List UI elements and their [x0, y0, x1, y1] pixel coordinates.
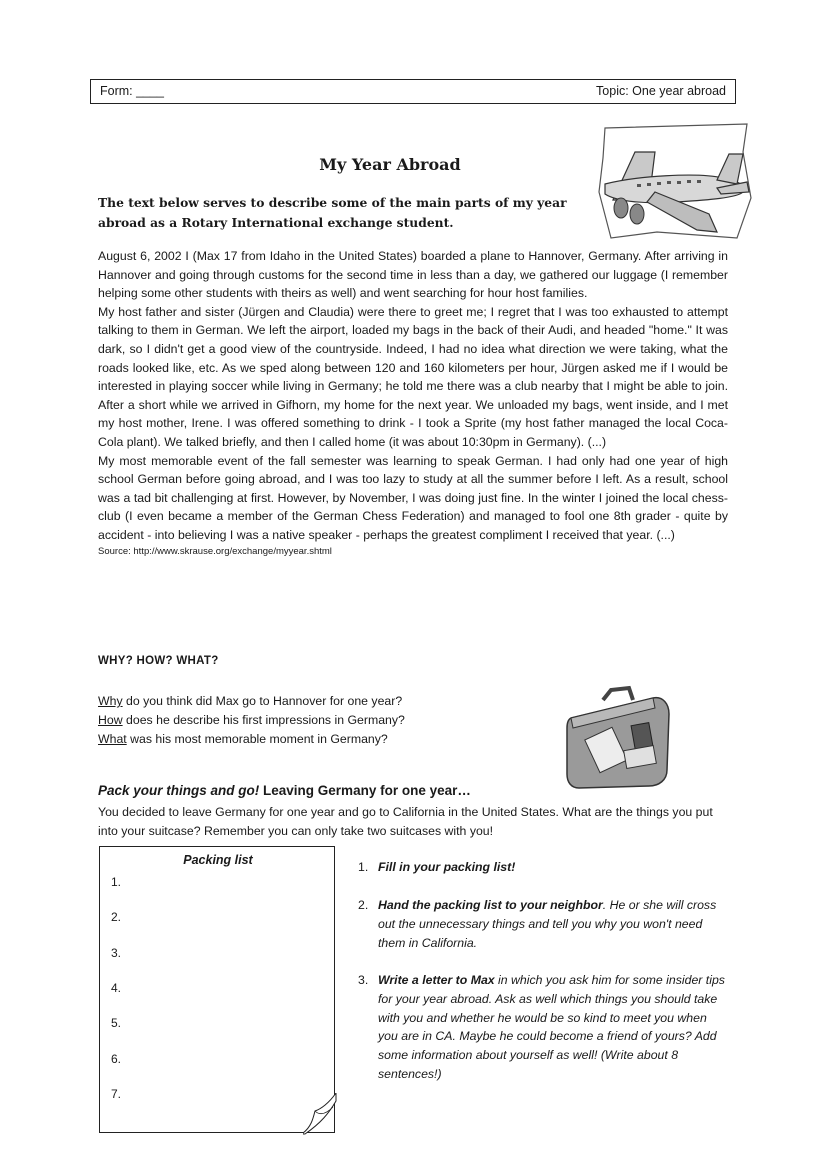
- pack-heading: [98, 783, 471, 798]
- question-what: [98, 730, 405, 749]
- packing-list-number: 1.: [111, 875, 122, 889]
- question-keyword: What: [98, 732, 127, 746]
- airplane-icon: [597, 122, 753, 240]
- question-text: does he describe his first impressions in Germany?: [122, 713, 405, 727]
- packing-list-number: 7.: [111, 1087, 122, 1101]
- packing-list-box: [99, 846, 335, 1133]
- task-bold: Write a letter to Max: [378, 973, 495, 987]
- story-text: [98, 247, 728, 559]
- task-text: in which you ask him for some insider tips for your year abroad. Ask as well which things you should take with you and whether he would be so kind to meet you when you are in CA. Maybe he could become a friend of yours? Add some information about yourself as well! (Write about 8 sentences!): [378, 973, 725, 1081]
- source-line: Source: http://www.skrause.org/exchange/myyear.shtml: [98, 545, 332, 557]
- task-number: 3.: [358, 973, 369, 987]
- task-number: 2.: [358, 898, 369, 912]
- suitcase-icon: [563, 684, 673, 794]
- packing-list-title: Packing list: [183, 853, 253, 867]
- question-keyword: How: [98, 713, 123, 727]
- packing-list-number: 5.: [111, 1016, 122, 1030]
- task-bold: Fill in your packing list!: [378, 860, 516, 874]
- packing-list-number: 2.: [111, 910, 122, 924]
- task-item-2: [358, 896, 728, 952]
- intro-text: The text below serves to describe some of the main parts of my year abroad as a Rotary International exchange student.: [98, 195, 567, 230]
- task-text: . He or she will cross out the unnecessary things and tell you why you won't need them in California.: [378, 898, 717, 950]
- page-title: My Year Abroad: [319, 155, 461, 174]
- topic-label: Topic: One year abroad: [596, 84, 726, 98]
- pack-heading-rest: Leaving Germany for one year…: [259, 783, 471, 798]
- form-label: Form: ____: [100, 84, 164, 98]
- story-paragraph-2: My host father and sister (Jürgen and Claudia) were there to greet me; I regret that I was too exhausted to attempt talking to them in German. We left the airport, loaded my bags in the back of their Audi, and headed "home." It was dark, so I didn't get a good view of the countryside. Indeed, I had no idea what direction we were taking, what the roads looked like, etc. As we sped along between 120 and 160 kilometers per hour, Jürgen asked me if I would be interested in playing soccer while living in Germany; he told me there was a club nearby that I might be able to join. After a short while we arrived in Gifhorn, my home for the next year. We unloaded my bags, went inside, and I met my host mother, Irene. I was offered something to drink - I took a Sprite (my host father managed the local Coca-Cola plant). We talked briefly, and then I called home (it was about 10:30pm in Germany). (...): [98, 304, 728, 449]
- question-text: do you think did Max go to Hannover for one year?: [122, 694, 403, 708]
- why-how-what-heading: WHY? HOW? WHAT?: [98, 655, 219, 667]
- task-bold: Hand the packing list to your neighbor: [378, 898, 603, 912]
- packing-list-number: 3.: [111, 946, 122, 960]
- story-paragraph-1: August 6, 2002 I (Max 17 from Idaho in the United States) boarded a plane to Hannover, Germany. After arriving in Hannover and going through customs for the second time in less than a day, we gathered our luggage (I remember helping some other students with theirs as well) and went searching for hour host families.: [98, 249, 728, 301]
- task-number: 1.: [358, 860, 369, 874]
- packing-list-number: 6.: [111, 1052, 122, 1066]
- story-paragraph-3: My most memorable event of the fall semester was learning to speak German. I had only had one year of high school German before going abroad, and I was too lazy to study at all the summer before I left. As a result, school was a tad bit challenging at first. However, by November, I was doing just fine. In the winter I joined the local chess-club (I even became a member of the German Chess Federation) and managed to fool one 8th grader - quite by accident - into believing I was a native speaker - perhaps the greatest compliment I received that year. (...): [98, 453, 728, 542]
- pack-intro: You decided to leave Germany for one year and go to California in the United States. What are the things you put into your suitcase? Remember you can only take two suitcases with you!: [98, 805, 713, 838]
- question-why: [98, 692, 405, 711]
- packing-list-number: 4.: [111, 981, 122, 995]
- question-list: [98, 692, 405, 749]
- question-how: [98, 711, 405, 730]
- header-box: [90, 79, 736, 104]
- task-item-1: [358, 858, 728, 877]
- page-curl-decoration: [303, 1093, 337, 1135]
- pack-heading-italic: Pack your things and go!: [98, 783, 260, 798]
- question-keyword: Why: [98, 694, 123, 708]
- task-item-3: [358, 971, 728, 1084]
- question-text: was his most memorable moment in Germany?: [126, 732, 388, 746]
